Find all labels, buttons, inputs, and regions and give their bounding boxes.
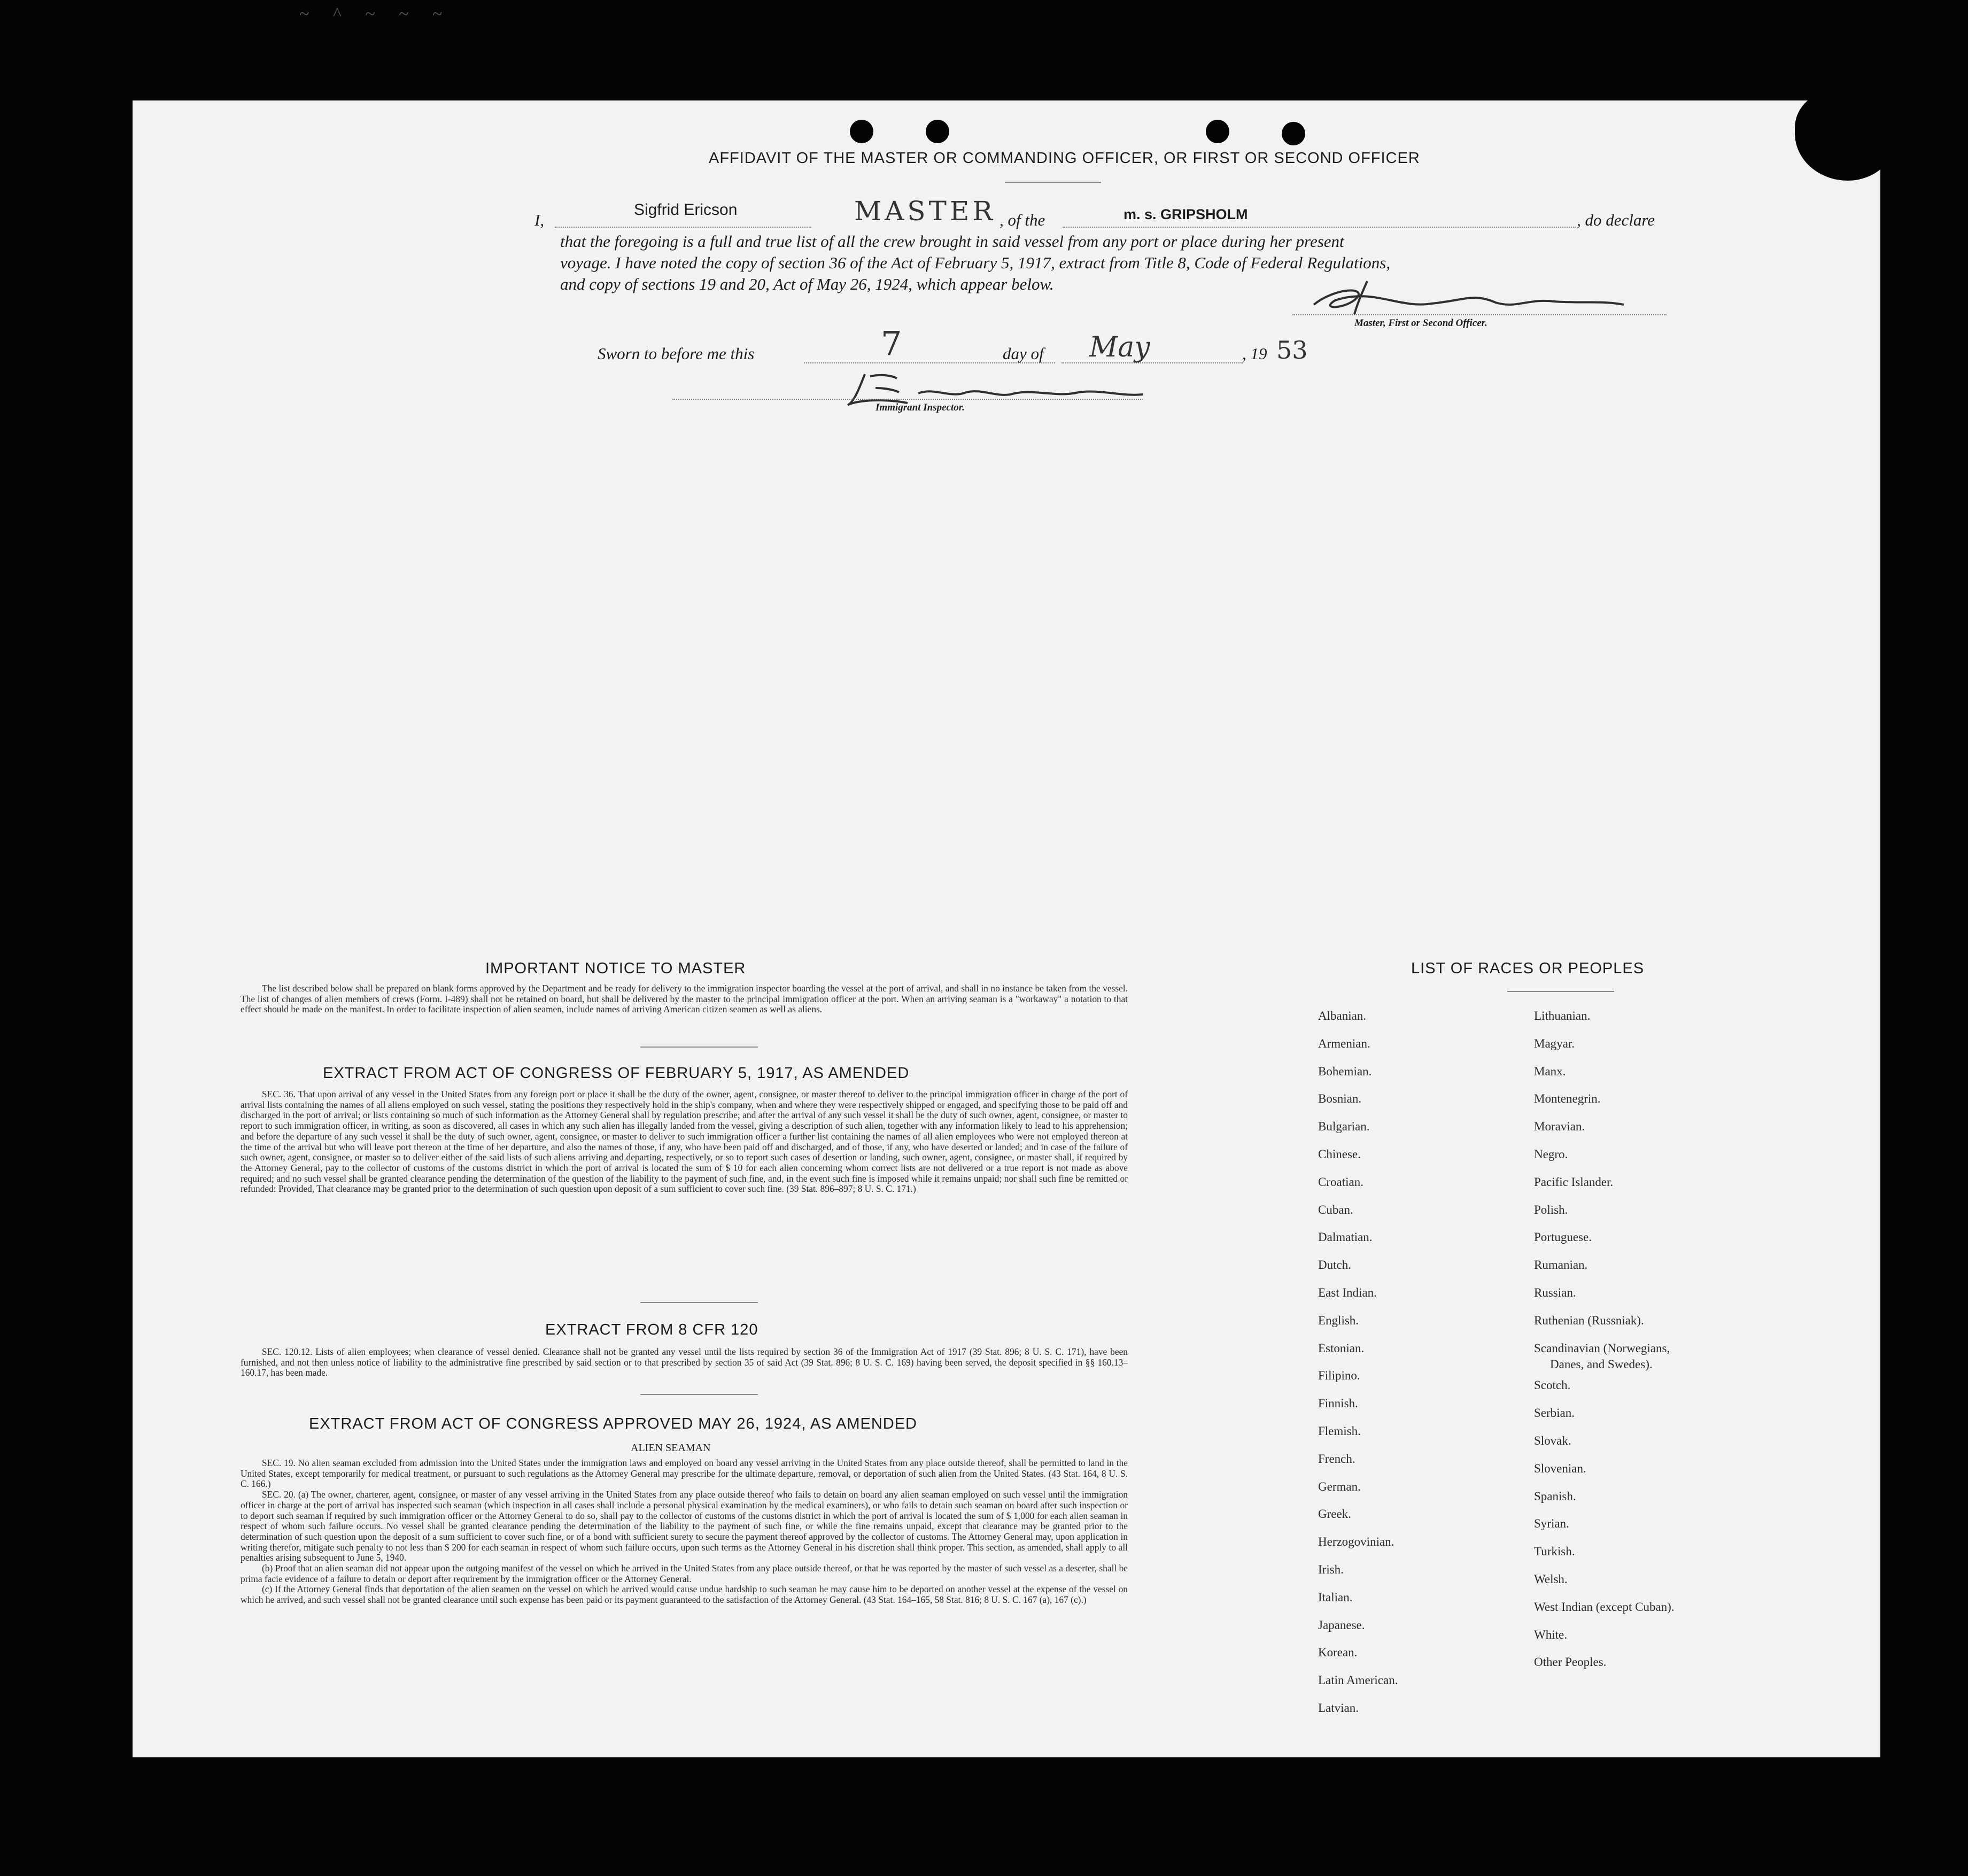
alien-seaman-subtitle: ALIEN SEAMAN xyxy=(631,1442,711,1454)
race-list-item: Welsh. xyxy=(1534,1572,1568,1586)
race-list-item: Herzogovinian. xyxy=(1318,1535,1394,1549)
punch-hole xyxy=(926,120,949,143)
day-of-text: day of xyxy=(1003,344,1044,363)
race-list-item: Dutch. xyxy=(1318,1258,1351,1272)
torn-corner xyxy=(1795,90,1896,181)
extract-1924-title: EXTRACT FROM ACT OF CONGRESS APPROVED MAY 26, 1924, AS AMENDED xyxy=(309,1415,917,1432)
notice-rule xyxy=(640,1046,758,1048)
race-list-item: Lithuanian. xyxy=(1534,1009,1591,1022)
affidavit-prefix: I, xyxy=(534,211,545,229)
punch-hole xyxy=(1887,1470,1910,1493)
race-list-item: Japanese. xyxy=(1318,1618,1365,1632)
vessel-line xyxy=(1063,227,1576,228)
extract-1917-text: SEC. 36. That upon arrival of any vessel in the United States from any foreign port or place it shall be the duty of the owner, agent, consignee, or master thereof to deliver to the principal immigration officer in charge of the port of arrival lists containing the names of all aliens employed on such vessel, stating the positions they respectively hold in the ship's company, when and where they were respectively shipped or engaged, and specifying those to be paid off and discharged in the port of arrival; or lists containing so much of such information as the Attorney General shall by regulation prescribe; and after the arrival of any such vessel it shall be the duty of such owner, agent, consignee, or master to report to such immigration officer, in writing, as soon as discovered, all cases in which any such alien has illegally landed from the vessel, giving a description of such alien, together with any information likely to lead to his apprehension; and before the departure of any such vessel it shall be the duty of such owner, agent, consignee, or master to deliver to such immigration officer a further list containing the names of all alien employees who were not employed thereon at the time of the arrival but who will leave port thereon at the time of her departure, and also the names of those, if any, who have been paid off and discharged, and of those, if any, who have deserted or landed; and in case of the failure of such owner, agent, consignee, or master so to deliver either of the said lists of such aliens arriving and departing, respectively, or so to report such cases of desertion or landing, such owner, agent, consignee, or master shall, if required by the Attorney General, pay to the collector of customs of the customs district in which the port of arrival is located the sum of $ 10 for each alien concerning whom correct lists are not delivered or a true report is not made as above required; and no such vessel shall be granted clearance pending the determination of the question of the liability to the payment of such fine, and, in the event such fine is imposed while it remains unpaid; nor shall such fine be remitted or refunded: Provided, That clearance may be granted prior to the determination of such question upon deposit of a sum sufficient to cover such fine. (39 Stat. 896–897; 8 U. S. C. 171.) xyxy=(241,1089,1128,1195)
race-list-item: Spanish. xyxy=(1534,1489,1576,1503)
race-list-item: Bulgarian. xyxy=(1318,1120,1370,1134)
race-list-item: Polish. xyxy=(1534,1203,1568,1216)
affidavit-title: AFFIDAVIT OF THE MASTER OR COMMANDING OFFICER, OR FIRST OR SECOND OFFICER xyxy=(709,150,1420,167)
race-list-item: Flemish. xyxy=(1318,1424,1361,1438)
name-line xyxy=(555,227,811,228)
races-title: LIST OF RACES OR PEOPLES xyxy=(1411,960,1645,977)
month-line xyxy=(1062,362,1243,363)
sworn-text: Sworn to before me this xyxy=(598,344,755,363)
race-list-item: Armenian. xyxy=(1318,1036,1370,1050)
race-list-item: Magyar. xyxy=(1534,1036,1575,1050)
race-list-item: Estonian. xyxy=(1318,1341,1365,1355)
race-list-item: Scandinavian (Norwegians, xyxy=(1534,1341,1670,1355)
master-signature xyxy=(1303,277,1725,320)
race-list-item: Latin American. xyxy=(1318,1673,1398,1687)
affidavit-line-4: and copy of sections 19 and 20, Act of May 26, 1924, which appear below. xyxy=(560,275,1054,293)
race-list-item: Greek. xyxy=(1318,1507,1351,1521)
punch-hole xyxy=(1887,1139,1910,1163)
vessel-name: m. s. GRIPSHOLM xyxy=(1124,206,1248,222)
punch-hole xyxy=(1887,668,1910,692)
extract-1924-text: SEC. 19. No alien seaman excluded from admission into the United States under the immigration laws and employed on board any vessel arriving in the United States from any place outside thereof, shall be permitted to land in the United States, except temporarily for medical treatment, or pursuant to such regulations as the Attorney General may prescribe for the ultimate departure, removal, or deportation of such alien from the United States. (43 Stat. 164, 8 U. S. C. 166.) SEC. 20. (a) The owner, charterer, agent, consignee, or master of any vessel arriving in the United States from any place outside thereof who fails to detain on board any alien seaman employed on such vessel until the immigration officer in charge at the port of arrival has inspected such seaman (which inspection in all cases shall include a personal physical examination by the medical examiners), or who fails to detain such seaman on board after such inspection or to deport such seaman if required by such immigration officer or the Attorney General to do so, shall pay to the collector of customs of the customs district in which the port of arrival is located the sum of $ 1,000 for each alien seaman in respect of whom such failure occurs. No vessel shall be granted clearance pending the determination of the liability to the payment of such fine, or while the fine remains unpaid, except that clearance may be granted prior to the determination of such question upon the deposit of a sum sufficient to cover such fine, or of a bond with sufficient surety to secure the payment thereof approved by the collector of customs. The Attorney General may, upon application in writing therefor, mitigate such penalty to not less than $ 200 for each seaman in respect of whom such failure occurs, upon such terms as the Attorney General in his discretion shall think proper. This section, as amended, shall apply to all penalties arising subsequent to June 5, 1940. (b) Proof that an alien seaman did not appear upon the outgoing manifest of the vessel on which he arrived in the United States from any place outside thereof, or that he was reported by the master of such vessel as a deserter, shall be prima facie evidence of a failure to detain or deport after requirement by the immigration officer or the Attorney General. (c) If the Attorney General finds that deportation of the alien seamen on the vessel on which he arrived would cause undue hardship to such seaman he may cause him to be deported on another vessel at the expense of the vessel on which he arrived, and such vessel shall not be granted clearance until such expense has been paid or its payment guaranteed to the satisfaction of the Attorney General. (43 Stat. 164–165, 58 Stat. 816; 8 U. S. C. 167 (a), 167 (c).) xyxy=(241,1458,1128,1606)
punch-hole xyxy=(1886,257,1909,280)
notice-title: IMPORTANT NOTICE TO MASTER xyxy=(485,960,746,977)
master-name: Sigfrid Ericson xyxy=(634,201,738,219)
race-list-item: Portuguese. xyxy=(1534,1230,1592,1244)
document-sheet xyxy=(133,100,1880,1757)
punch-hole xyxy=(1887,580,1910,604)
race-list-item: Montenegrin. xyxy=(1534,1092,1601,1106)
year-prefix: , 19 xyxy=(1242,344,1267,363)
punch-hole xyxy=(1887,1544,1910,1567)
race-list-item: Syrian. xyxy=(1534,1517,1569,1531)
race-list-item: White. xyxy=(1534,1627,1567,1641)
affidavit-line-2: that the foregoing is a full and true list of all the crew brought in said vessel from any port or place during her present xyxy=(560,232,1344,251)
film-edge-marks: ~ ^ ~ ~ ~ xyxy=(299,4,452,24)
race-list-item: Negro. xyxy=(1534,1148,1568,1161)
extract-1917-title: EXTRACT FROM ACT OF CONGRESS OF FEBRUARY 5, 1917, AS AMENDED xyxy=(323,1065,910,1082)
inspector-caption: Immigrant Inspector. xyxy=(875,402,965,413)
race-list-item: Bohemian. xyxy=(1318,1064,1372,1078)
race-list-item: Croatian. xyxy=(1318,1175,1363,1189)
cfr-text: SEC. 120.12. Lists of alien employees; when clearance of vessel denied. Clearance shall not be granted any vessel until the lists required by section 36 of the Immigration Act of 1917 (39 Stat. 896; 8 U. S. C. 171), have been furnished, and not then unless notice of liability to the administrative fine prescribed by said section or to that prescribed by section 35 of said Act (39 Stat. 896; 8 U. S. C. 169) having been served, the deposit specified in §§ 160.13–160.17, has been made. xyxy=(241,1346,1128,1378)
master-caption: Master, First or Second Officer. xyxy=(1354,317,1487,329)
race-list-item: Serbian. xyxy=(1534,1406,1575,1420)
race-list-item: Danes, and Swedes). xyxy=(1550,1357,1653,1371)
extract-1917-rule xyxy=(640,1302,758,1303)
punch-hole xyxy=(1887,1221,1910,1244)
race-list-item: West Indian (except Cuban). xyxy=(1534,1600,1675,1614)
rank-handwritten: MASTER xyxy=(854,196,996,227)
affidavit-line-3: voyage. I have noted the copy of section 36 of the Act of February 5, 1917, extract from Title 8, Code of Federal Regulations, xyxy=(560,253,1391,272)
cfr-rule xyxy=(640,1394,758,1395)
race-list-item: Pacific Islander. xyxy=(1534,1175,1614,1189)
punch-hole xyxy=(850,120,873,143)
race-list-item: Finnish. xyxy=(1318,1397,1358,1410)
race-list-item: Moravian. xyxy=(1534,1120,1585,1134)
year-handwritten: 53 xyxy=(1276,336,1308,365)
race-list-item: Manx. xyxy=(1534,1064,1566,1078)
notice-text: The list described below shall be prepared on blank forms approved by the Department and be ready for delivery to the immigration inspector boarding the vessel at the port of arrival, and shall in no instance be taken from the vessel. The list of changes of alien members of crews (Form. I-489) shall not be retained on board, but shall be delivered by the master to the principal immigration officer at the port. When an arriving seaman is a "workaway" a notation to that effect should be made on the manifest. In order to facilitate inspection of alien seamen, include names of arriving American citizen seamen as well as aliens. xyxy=(241,983,1128,1015)
title-rule xyxy=(1005,182,1101,183)
race-list-item: Irish. xyxy=(1318,1563,1344,1576)
race-list-item: Other Peoples. xyxy=(1534,1655,1607,1669)
race-list-item: Russian. xyxy=(1534,1286,1576,1299)
race-list-item: Rumanian. xyxy=(1534,1258,1588,1272)
cfr-title: EXTRACT FROM 8 CFR 120 xyxy=(545,1321,758,1338)
punch-hole xyxy=(1206,120,1229,143)
race-list-item: Dalmatian. xyxy=(1318,1230,1373,1244)
race-list-item: Bosnian. xyxy=(1318,1092,1362,1106)
sworn-month: May xyxy=(1089,331,1150,363)
race-list-item: Scotch. xyxy=(1534,1378,1571,1392)
race-list-item: Italian. xyxy=(1318,1590,1353,1604)
race-list-item: Albanian. xyxy=(1318,1009,1367,1022)
inspector-line xyxy=(672,399,1143,400)
race-list-item: Latvian. xyxy=(1318,1701,1359,1715)
signature-line xyxy=(1292,314,1667,315)
sworn-day: 7 xyxy=(881,324,902,363)
race-list-item: East Indian. xyxy=(1318,1286,1377,1299)
race-list-item: Slovak. xyxy=(1534,1434,1571,1447)
race-list-item: English. xyxy=(1318,1313,1359,1327)
race-list-item: Korean. xyxy=(1318,1646,1358,1660)
race-list-item: French. xyxy=(1318,1452,1355,1466)
do-declare-text: , do declare xyxy=(1577,211,1655,229)
of-the-text: , of the xyxy=(1000,211,1045,229)
race-list-item: Slovenian. xyxy=(1534,1461,1586,1475)
punch-hole xyxy=(1887,331,1910,355)
races-rule xyxy=(1507,991,1614,992)
race-list-item: Filipino. xyxy=(1318,1369,1360,1383)
race-list-item: Turkish. xyxy=(1534,1545,1575,1559)
punch-hole xyxy=(1282,122,1305,145)
race-list-item: Cuban. xyxy=(1318,1203,1353,1216)
race-list-item: Ruthenian (Russniak). xyxy=(1534,1313,1644,1327)
race-list-item: German. xyxy=(1318,1479,1361,1493)
race-list-item: Chinese. xyxy=(1318,1148,1361,1161)
